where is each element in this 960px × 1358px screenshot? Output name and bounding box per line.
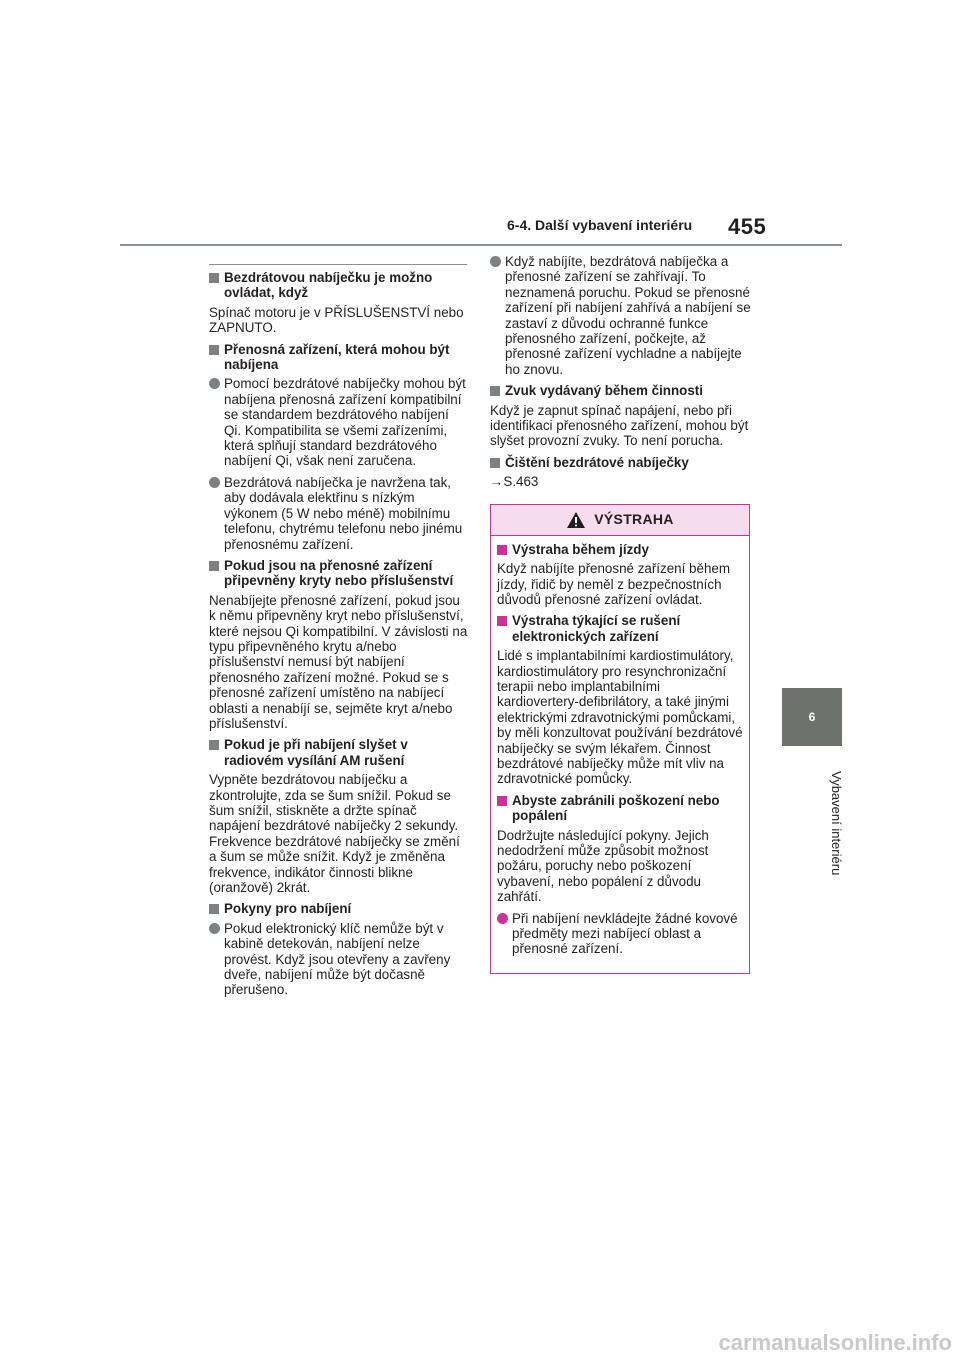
paragraph <box>490 403 752 449</box>
paragraph-text: Nenabíjejte přenosné zařízení, pokud jsou k němu připevněny kryt nebo příslušenství, které nejsou Qi kompatibilní. V závislosti na typu připevněného krytu a/nebo příslušenství nemusí být nabíjení přenosného zařízení možné. Pokud se s přenosné zařízení umístěno na nabíjecí oblasti a nenabíjí se, sejměte kryt a/nebo příslušenství. <box>209 592 468 731</box>
paragraph-text: Lidé s implantabilními kardiostimulátory, kardiostimulátory pro resynchronizační terapii nebo implantabilními kardiovertery-defibrilátory, a také jinými elektrickými zdravotnickými pomůckami, by měli konzultovat používání bezdrátové nabíječky se svým lékařem. Činnost bezdrátové nabíječky může mít vliv na zdravotnické pomůcky. <box>497 648 743 787</box>
bullet-text: Při nabíjení nevkládejte žádné kovové předměty mezi nabíjecí oblast a přenosné zařízení. <box>512 910 738 957</box>
warning-header <box>491 505 749 536</box>
square-bullet-icon <box>490 386 500 396</box>
section-heading <box>497 542 743 557</box>
section-heading <box>209 737 469 768</box>
square-bullet-icon <box>497 616 507 626</box>
square-bullet-icon <box>497 545 507 555</box>
paragraph-text: Když je zapnut spínač napájení, nebo při identifikaci přenosného zařízení, mohou být slyšet provozní zvuky. To není porucha. <box>490 402 749 449</box>
warning-box <box>490 504 750 974</box>
paragraph <box>497 648 743 787</box>
circle-bullet-icon <box>209 923 220 934</box>
bullet-item <box>497 911 743 957</box>
paragraph <box>497 828 743 905</box>
square-bullet-icon <box>490 458 500 468</box>
paragraph-text: Dodržujte následující pokyny. Jejich nedodržení může způsobit možnost požáru, poruchy nebo poškození vybavení, nebo popálení z důvodu zahřátí. <box>497 827 709 905</box>
left-column <box>209 264 469 1004</box>
warning-body <box>491 536 749 957</box>
bullet-text: Bezdrátová nabíječka je navržena tak, aby dodávala elektřinu s nízkým výkonem (5 W nebo méně) mobilnímu telefonu, chytrému telefonu nebo jinému přenosnému zařízení. <box>224 474 463 552</box>
bullet-item <box>209 921 469 998</box>
warning-triangle-icon <box>566 511 586 529</box>
section-heading <box>209 342 469 373</box>
paragraph <box>209 593 469 732</box>
right-column <box>490 254 752 974</box>
section-heading <box>209 558 469 589</box>
paragraph-text: →S.463 <box>490 474 539 490</box>
chapter-title: Vybavení interiéru <box>829 770 844 876</box>
paragraph <box>209 305 469 336</box>
bullet-item <box>209 376 469 468</box>
square-bullet-icon <box>497 796 507 806</box>
heading-text: Pokud je při nabíjení slyšet v radiovém vysílání AM rušení <box>224 737 408 768</box>
circle-bullet-icon <box>497 913 508 924</box>
circle-bullet-icon <box>490 256 501 267</box>
heading-text: Pokud jsou na přenosné zařízení připevněny kryty nebo příslušenství <box>224 557 454 589</box>
bullet-item <box>209 475 469 552</box>
paragraph <box>490 474 752 489</box>
square-bullet-icon <box>209 273 219 283</box>
heading-text: Výstraha během jízdy <box>512 541 649 557</box>
paragraph <box>209 772 469 895</box>
chapter-tab[interactable]: 6 <box>782 688 842 746</box>
paragraph-text: Spínač motoru je v PŘÍSLUŠENSTVÍ nebo ZAPNUTO. <box>209 304 464 336</box>
section-heading <box>209 270 469 301</box>
bullet-text: Když nabíjíte, bezdrátová nabíječka a přenosné zařízení se zahřívají. To neznamená poruchu. Pokud se přenosné zařízení při nabíjení zahřívá a nabíjení se zastaví z důvodu ochranné funkce přenosného zařízení, počkejte, až přenosné zařízení vychladne a nabíjejte ho znovu. <box>505 254 751 377</box>
circle-bullet-icon <box>209 477 220 488</box>
section-title: 6-4. Další vybavení interiéru <box>507 217 693 233</box>
square-bullet-icon <box>209 561 219 571</box>
paragraph <box>497 561 743 607</box>
header-rule <box>120 244 842 246</box>
square-bullet-icon <box>209 345 219 355</box>
bullet-text: Pomocí bezdrátové nabíječky mohou být nabíjena přenosná zařízení kompatibilní se standardem bezdrátového nabíjení Qi. Kompatibilita se všemi zařízeními, která splňují standard bezdrátového nabíjení Qi, však není zaručena. <box>224 376 466 469</box>
circle-bullet-icon <box>209 378 220 389</box>
section-heading <box>209 901 469 916</box>
heading-text: Bezdrátovou nabíječku je možno ovládat, když <box>224 270 433 301</box>
section-heading <box>497 793 743 824</box>
heading-text: Výstraha týkající se rušení elektronických zařízení <box>512 613 681 644</box>
square-bullet-icon <box>209 740 219 750</box>
section-heading <box>490 383 752 398</box>
bullet-item <box>490 254 752 377</box>
section-heading <box>497 613 743 644</box>
footer-watermark: carmanualsonline.info <box>718 1330 952 1355</box>
paragraph-text: Vypněte bezdrátovou nabíječku a zkontrolujte, zda se šum snížil. Pokud se šum snížil, stiskněte a držte spínač napájení bezdrátové nabíječky 2 sekundy. Frekvence bezdrátové nabíječky se změní a šum se může snížit. Když je změněna frekvence, indikátor činnosti bliknе (oranžově) 2krát. <box>209 772 460 896</box>
heading-text: Zvuk vydávaný během činnosti <box>505 383 703 399</box>
heading-text: Přenosná zařízení, která mohou být nabíjena <box>224 341 450 373</box>
heading-text: Pokyny pro nabíjení <box>224 901 352 917</box>
warning-title: VÝSTRAHA <box>594 510 674 527</box>
bullet-text: Pokud elektronický klíč nemůže být v kabině detekován, nabíjení nelze provést. Když jsou otevřeny a zavřeny dveře, nabíjení může být dočasně přerušeno. <box>224 920 451 998</box>
column-top-rule <box>209 264 467 265</box>
page-number: 455 <box>728 214 767 239</box>
section-heading <box>490 455 752 470</box>
paragraph-text: Když nabíjíte přenosné zařízení během jízdy, řidič by neměl z bezpečnostních důvodů přenosné zařízení ovládat. <box>497 561 730 607</box>
heading-text: Abyste zabránili poškození nebo popálení <box>512 792 720 824</box>
square-bullet-icon <box>209 904 219 914</box>
heading-text: Čištění bezdrátové nabíječky <box>505 454 689 470</box>
